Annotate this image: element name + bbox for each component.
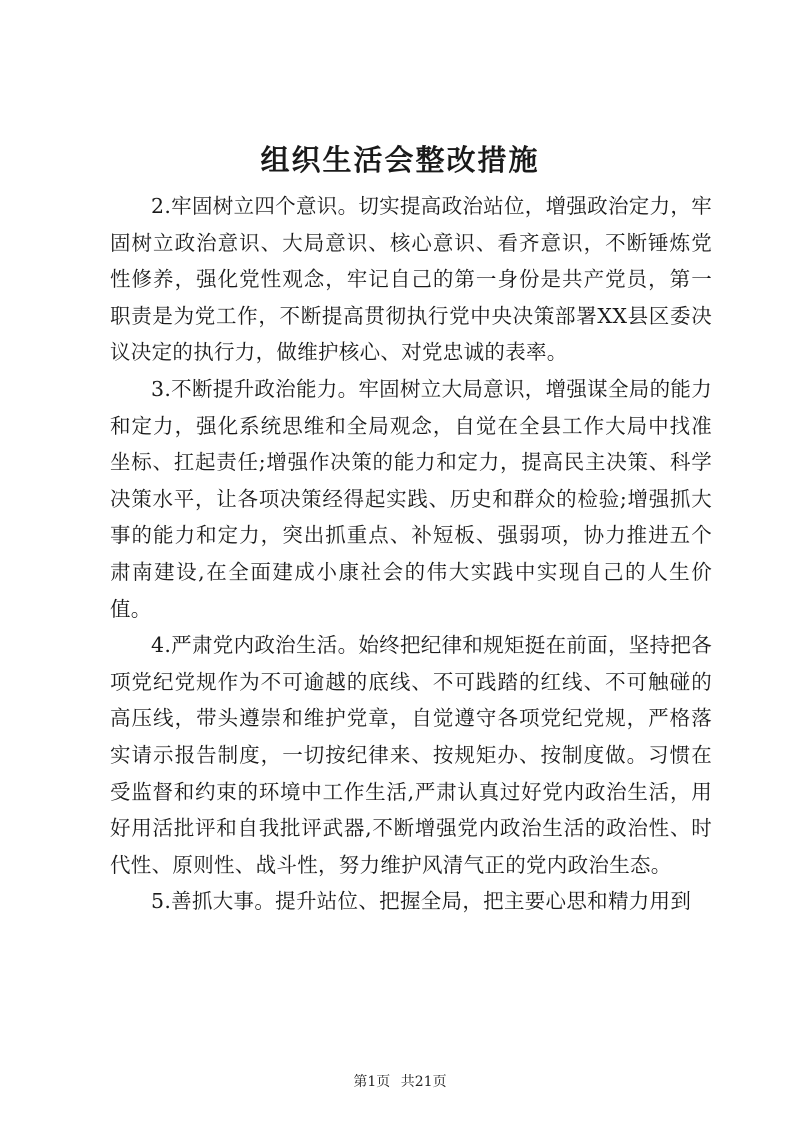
page-footer [0,1072,800,1092]
page-total: 共21页 [400,1074,447,1090]
page-number: 第1页 [353,1074,391,1090]
paragraph-2: 3.不断提升政治能力。牢固树立大局意识，增强谋全局的能力和定力，强化系统思维和全局观念，自觉在全县工作大局中找准坐标、扛起责任;增强作决策的能力和定力，提高民主决策、科学决策水平，让各项决策经得起实践、历史和群众的检验;增强抓大事的能力和定力，突出抓重点、补短板、强弱项，协力推进五个肃南建设,在全面建成小康社会的伟大实践中实现自己的人生价值。 [110,376,712,621]
document-body [110,188,712,920]
paragraph-3: 4.严肃党内政治生活。始终把纪律和规矩挺在前面，坚持把各项党纪党规作为不可逾越的底线、不可践踏的红线、不可触碰的高压线，带头遵崇和维护党章，自觉遵守各项党纪党规，严格落实请示报告制度，一切按纪律来、按规矩办、按制度做。习惯在受监督和约束的环境中工作生活,严肃认真过好党内政治生活，用好用活批评和自我批评武器,不断增强党内政治生活的政治性、时代性、原则性、战斗性，努力维护风清气正的党内政治生态。 [110,633,712,877]
paragraph-1: 2.牢固树立四个意识。切实提高政治站位，增强政治定力，牢固树立政治意识、大局意识、核心意识、看齐意识，不断锤炼党性修养，强化党性观念，牢记自己的第一身份是共产党员，第一职责是为党工作，不断提高贯彻执行党中央决策部署XX县区委决议决定的执行力，做维护核心、对党忠诚的表率。 [110,194,712,365]
document-title: 组织生活会整改措施 [260,143,540,177]
paragraph-4: 5.善抓大事。提升站位、把握全局，把主要心思和精力用到 [151,889,692,914]
